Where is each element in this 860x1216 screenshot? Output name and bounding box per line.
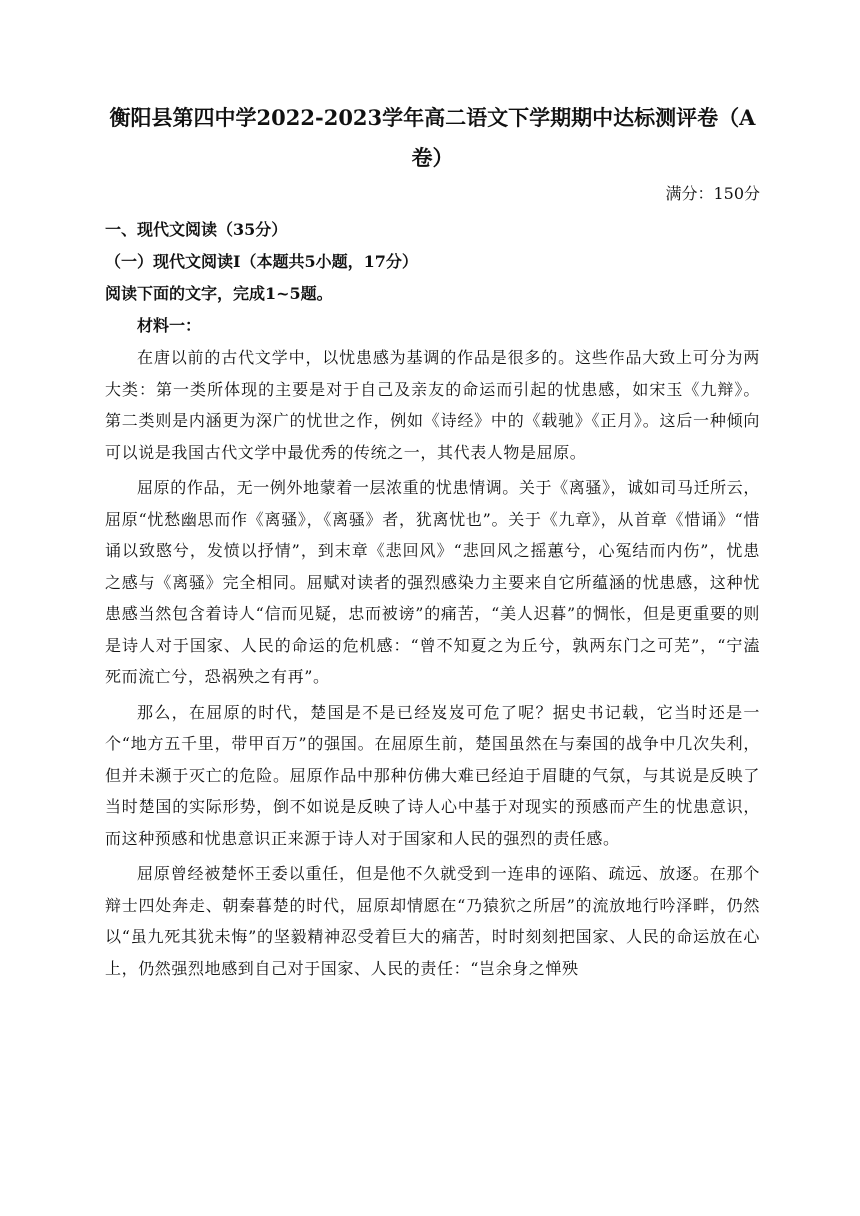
body-paragraph: 屈原的作品，无一例外地蒙着一层浓重的忧患情调。关于《离骚》，诚如司马迁所云，屈原“忧愁幽思而作《离骚》，《离骚》者，犹离忧也”。关于《九章》，从首章《惜诵》“惜诵以致愍兮，发愤以抒情”，到末章《悲回风》“悲回风之摇蕙兮，心冤结而内伤”，忧患之感与《离骚》完全相同。屈赋对读者的强烈感染力主要来自它所蕴涵的忧患感，这种忧患感当然包含着诗人“信而见疑，忠而被谤”的痛苦，“美人迟暮”的惆怅，但是更重要的则是诗人对于国家、人民的命运的危机感：“曾不知夏之为丘兮，孰两东门之可芜”，“宁溘死而流亡兮，恐祸殃之有再”。 — [105, 478, 760, 686]
section-heading: 一、现代文阅读（35分） — [105, 220, 288, 239]
body-paragraph: 在唐以前的古代文学中，以忧患感为基调的作品是很多的。这些作品大致上可分为两大类：第一类所体现的主要是对于自己及亲友的命运而引起的忧患感，如宋玉《九辩》。第二类则是内涵更为深广的忧世之作，例如《诗经》中的《载驰》《正月》。这后一种倾向可以说是我国古代文学中最优秀的传统之一，其代表人物是屈原。 — [105, 348, 760, 462]
material-label: 材料一： — [137, 316, 202, 335]
body-paragraph: 那么，在屈原的时代，楚国是不是已经岌岌可危了呢？据史书记载，它当时还是一个“地方五千里，带甲百万”的强国。在屈原生前，楚国虽然在与秦国的战争中几次失利，但并未濒于灭亡的危险。屈原作品中那种仿佛大难已经迫于眉睫的气氛，与其说是反映了当时楚国的实际形势，倒不如说是反映了诗人心中基于对现实的预感而产生的忧患意识，而这种预感和忧患意识正来源于诗人对于国家和人民的强烈的责任感。 — [105, 702, 760, 848]
reading-instruction: 阅读下面的文字，完成1~5题。 — [105, 284, 333, 303]
full-score: 满分：150分 — [665, 184, 760, 203]
body-paragraph: 屈原曾经被楚怀王委以重任，但是他不久就受到一连串的诬陷、疏远、放逐。在那个辩士四处奔走、朝秦暮楚的时代，屈原却情愿在“乃猿狖之所居”的流放地行吟泽畔，仍然以“虽九死其犹未悔”的坚毅精神忍受着巨大的痛苦，时时刻刻把国家、人民的命运放在心上，仍然强烈地感到自己对于国家、人民的责任：“岂余身之惮殃 — [105, 864, 760, 978]
subsection-heading: （一）现代文阅读Ⅰ（本题共5小题，17分） — [105, 252, 418, 271]
exam-title: 衡阳县第四中学2022-2023学年高二语文下学期期中达标测评卷（A卷） — [109, 105, 756, 170]
